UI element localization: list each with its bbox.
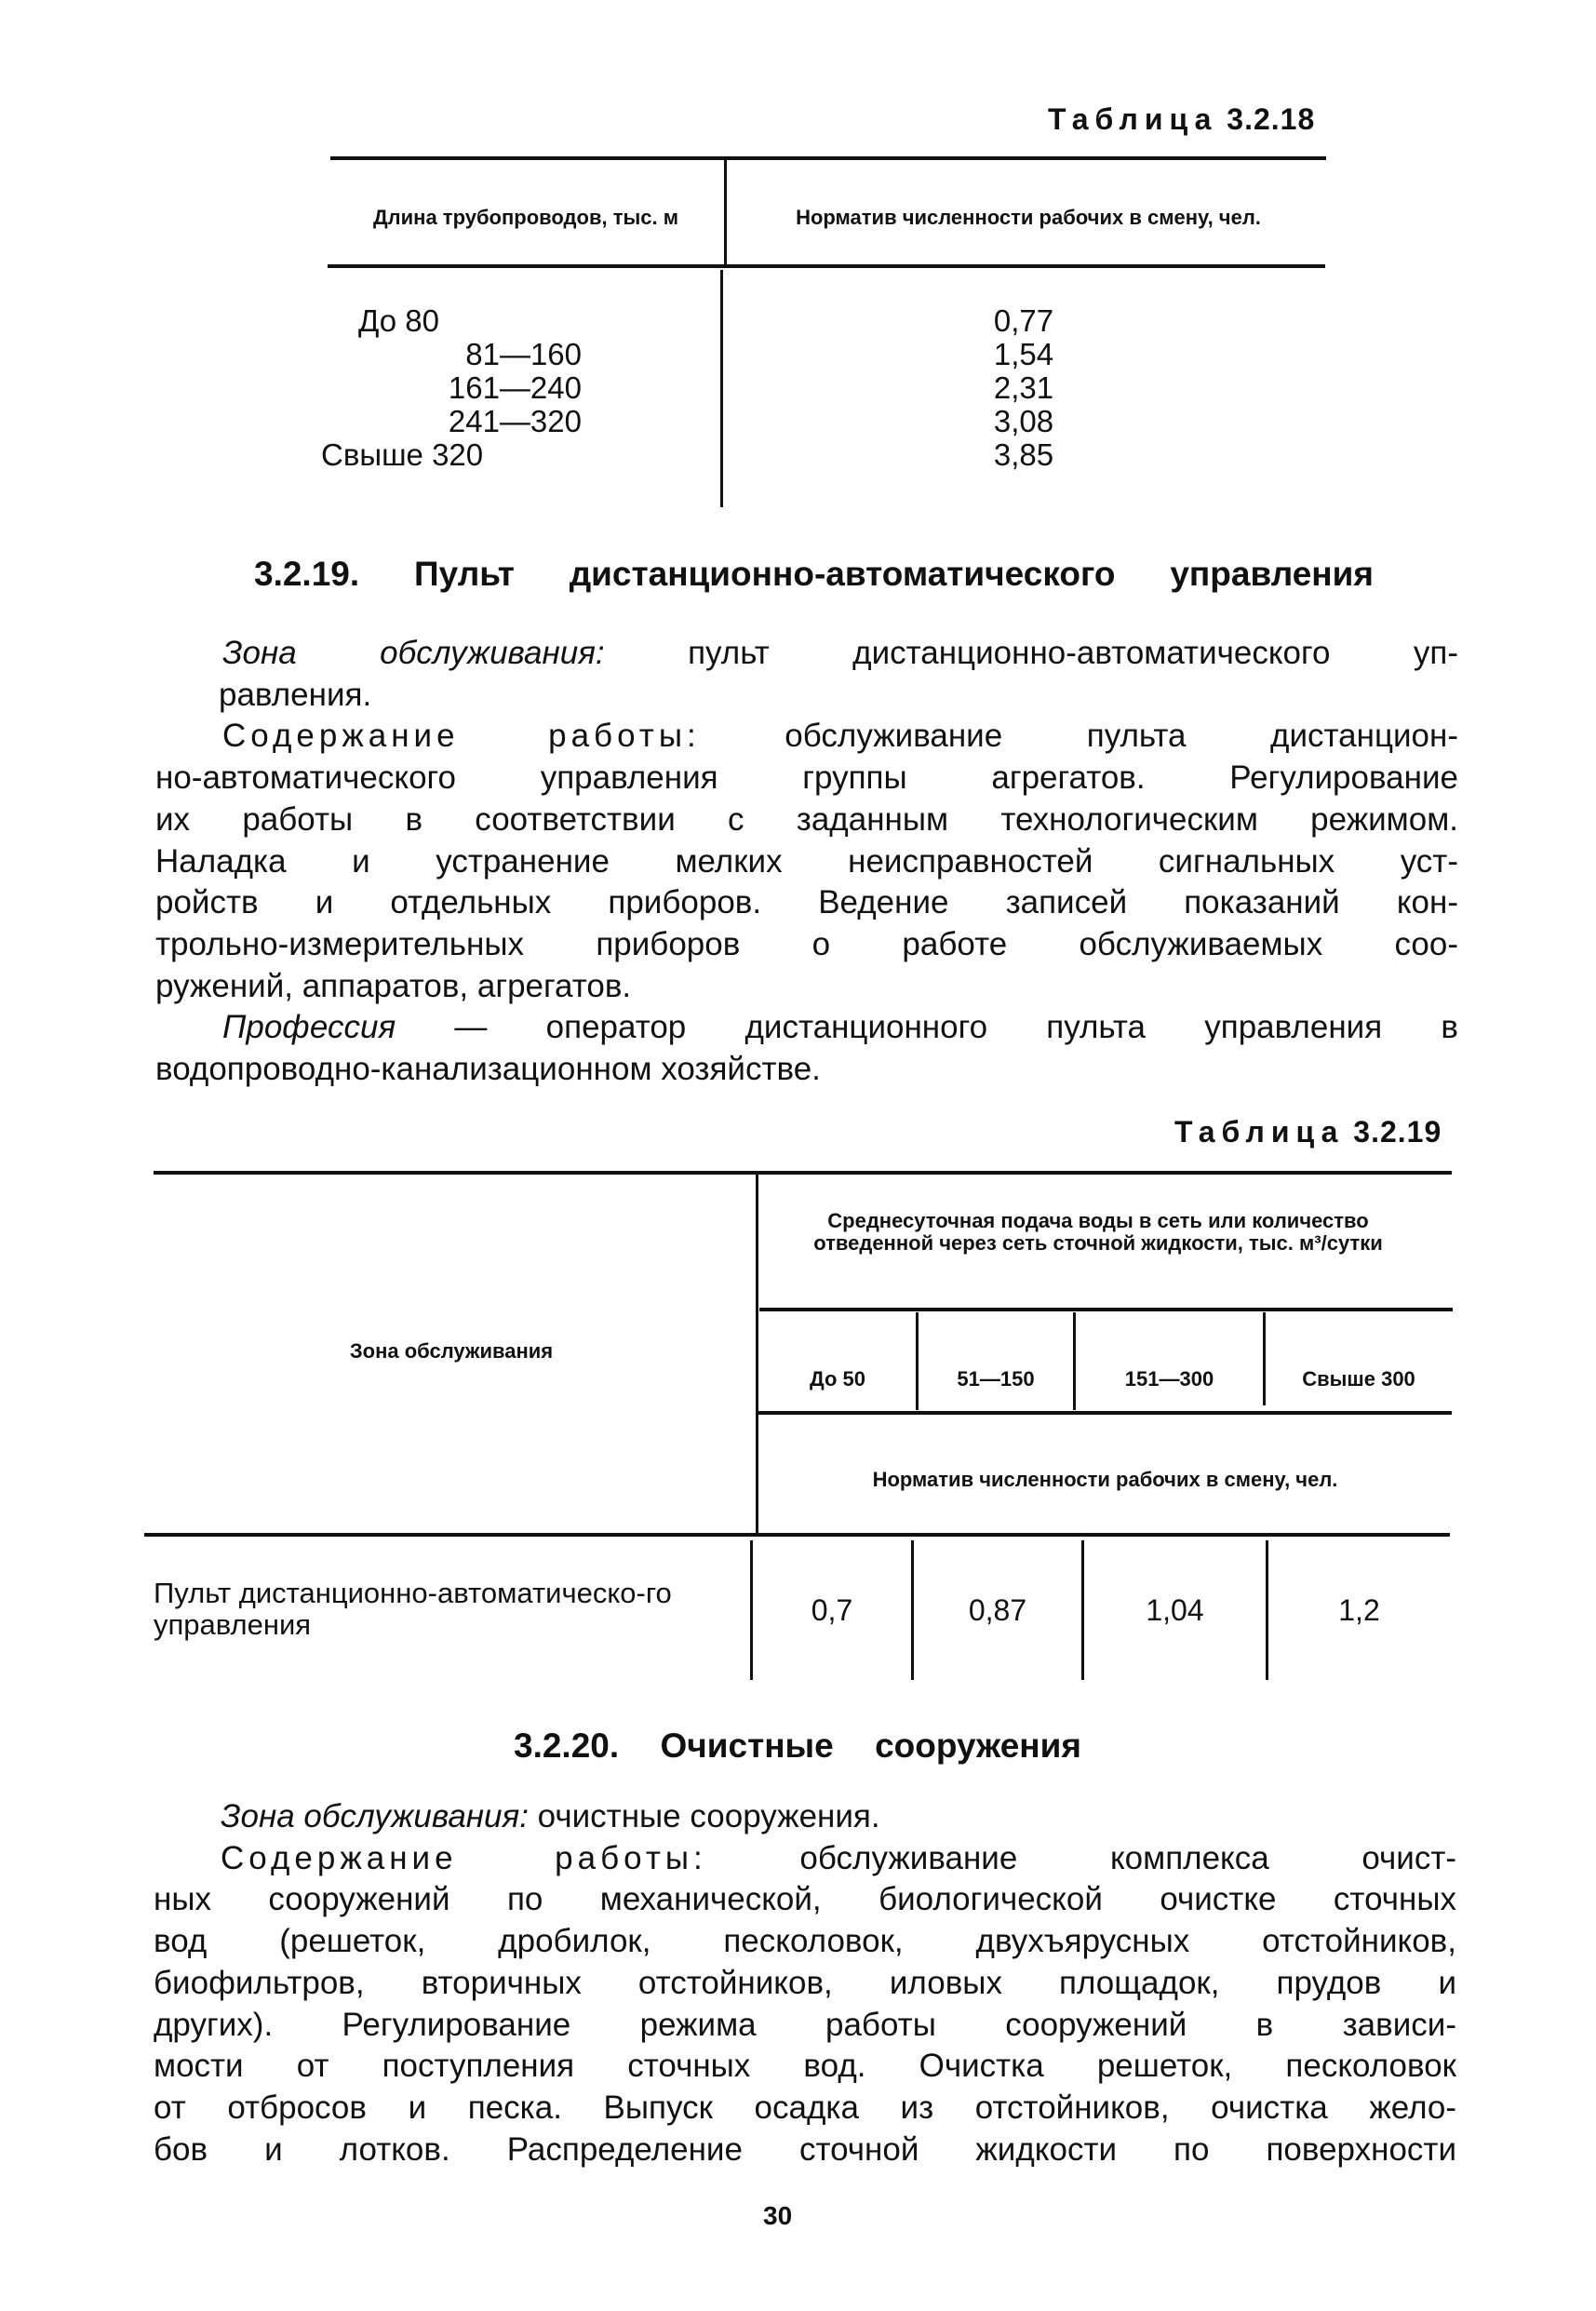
table-column-divider xyxy=(724,160,727,264)
table-cell: 3,08 xyxy=(993,404,1054,438)
table-3-2-19-label xyxy=(1174,1115,1442,1149)
row-zone: Пульт дистанционно-автоматическо-го управления xyxy=(154,1577,672,1641)
header-norm: Норматив численности рабочих в смену, чел. xyxy=(796,206,1261,229)
table-cell: Свыше 320 xyxy=(321,437,484,472)
table-rule xyxy=(154,1171,1452,1175)
section-heading-3-2-19: 3.2.19. Пульт дистанционно-автоматического управления xyxy=(254,555,1374,593)
table-label-number: 3.2.19 xyxy=(1353,1115,1442,1149)
text-line xyxy=(154,1838,1456,1880)
table-column-divider xyxy=(1073,1312,1076,1410)
text: очистные сооружения. xyxy=(528,1798,880,1834)
header-pipeline-length: Длина трубопроводов, тыс. м xyxy=(373,206,678,229)
text-line: ройств и отдельных приборов. Ведение записей показаний кон- xyxy=(155,884,1458,921)
table-rule xyxy=(759,1308,1453,1311)
table-3-2-18-label xyxy=(1048,102,1315,137)
table-cell: 1,54 xyxy=(993,337,1054,371)
text-line: водопроводно-канализационном хозяйстве. xyxy=(155,1051,821,1088)
text: — оператор дистанционного пульта управления в xyxy=(396,1009,1458,1046)
text-line xyxy=(155,633,1458,675)
table-cell: До 80 xyxy=(358,303,439,338)
text-line: мости от поступления сточных вод. Очистка решеток, песколовок xyxy=(154,2048,1456,2085)
spaced-lead: Содержание работы: xyxy=(222,718,701,755)
section-3-2-19-body xyxy=(155,633,1458,1091)
table-label-word: Таблица xyxy=(1174,1115,1345,1149)
text-line xyxy=(154,1796,1456,1838)
text-line: ных сооружений по механической, биологической очистке сточных xyxy=(154,1881,1456,1918)
table-cell: 241—320 xyxy=(448,404,582,438)
spaced-lead: Содержание работы: xyxy=(221,1839,707,1876)
text-line: вод (решеток, дробилок, песколовок, двухъярусных отстойников, xyxy=(154,1923,1456,1960)
text-line xyxy=(155,1007,1458,1049)
table-cell: 0,87 xyxy=(968,1593,1027,1627)
text-line: трольно-измерительных приборов о работе обслуживаемых соо- xyxy=(155,925,1458,962)
header-range: Свыше 300 xyxy=(1302,1367,1415,1391)
italic-lead: Зона обслуживания: xyxy=(222,635,605,671)
table-column-divider xyxy=(1263,1312,1266,1405)
header-range: До 50 xyxy=(810,1367,865,1391)
header-water-supply: Среднесуточная подача воды в сеть или количество отведенной через сеть сточной жидкости, тыс. м³/сутки xyxy=(813,1209,1383,1255)
table-cell: 0,7 xyxy=(811,1593,853,1627)
table-column-divider xyxy=(916,1312,919,1410)
text: пульт дистанционно-автоматического уп- xyxy=(604,635,1458,671)
table-cell: 81—160 xyxy=(465,337,582,371)
table-label-word: Таблица xyxy=(1048,102,1218,136)
text-line: бов и лотков. Распределение сточной жидкости по поверхности xyxy=(154,2130,1456,2168)
table-cell: 1,2 xyxy=(1338,1593,1380,1627)
norm-column xyxy=(968,304,1080,472)
text-line: равления. xyxy=(219,676,372,713)
text-line: от отбросов и песка. Выпуск осадка из отстойников, очистка жело- xyxy=(154,2089,1456,2126)
table-rule xyxy=(330,156,1326,160)
table-cell: 3,85 xyxy=(993,437,1054,472)
table-rule xyxy=(328,264,1325,268)
text: обслуживание комплекса очист- xyxy=(706,1839,1457,1876)
page-number: 30 xyxy=(763,2201,793,2230)
italic-lead: Зона обслуживания: xyxy=(221,1798,529,1834)
text-line: других). Регулирование режима работы сооружений в зависи- xyxy=(154,2006,1456,2043)
text-line xyxy=(155,716,1458,758)
header-range: 51—150 xyxy=(957,1367,1035,1391)
length-column xyxy=(321,304,582,472)
table-cell: 1,04 xyxy=(1146,1593,1204,1627)
table-rule xyxy=(144,1533,1450,1537)
text: обслуживание пульта дистанцион- xyxy=(700,718,1459,755)
table-cell: 0,77 xyxy=(993,303,1054,338)
table-cell: 2,31 xyxy=(993,370,1054,405)
header-norm: Норматив численности рабочих в смену, чел. xyxy=(872,1468,1338,1491)
section-heading-3-2-20: 3.2.20. Очистные сооружения xyxy=(514,1727,1081,1765)
section-3-2-20-body xyxy=(154,1796,1456,2170)
table-column-divider xyxy=(720,270,723,507)
header-range: 151—300 xyxy=(1124,1367,1214,1391)
header-zone: Зона обслуживания xyxy=(349,1339,554,1363)
table-rule xyxy=(758,1411,1452,1415)
text-line: но-автоматического управления группы агрегатов. Регулирование xyxy=(155,759,1458,797)
table-cell: 161—240 xyxy=(448,370,582,405)
text-line: биофильтров, вторичных отстойников, иловых площадок, прудов и xyxy=(154,1964,1456,2001)
text-line: их работы в соответствии с заданным технологическим режимом. xyxy=(155,800,1458,838)
table-label-number: 3.2.18 xyxy=(1227,102,1316,136)
italic-lead: Профессия xyxy=(222,1009,396,1046)
text-line: Наладка и устранение мелких неисправностей сигнальных уст- xyxy=(155,842,1458,880)
text-line: ружений, аппаратов, агрегатов. xyxy=(155,967,632,1004)
